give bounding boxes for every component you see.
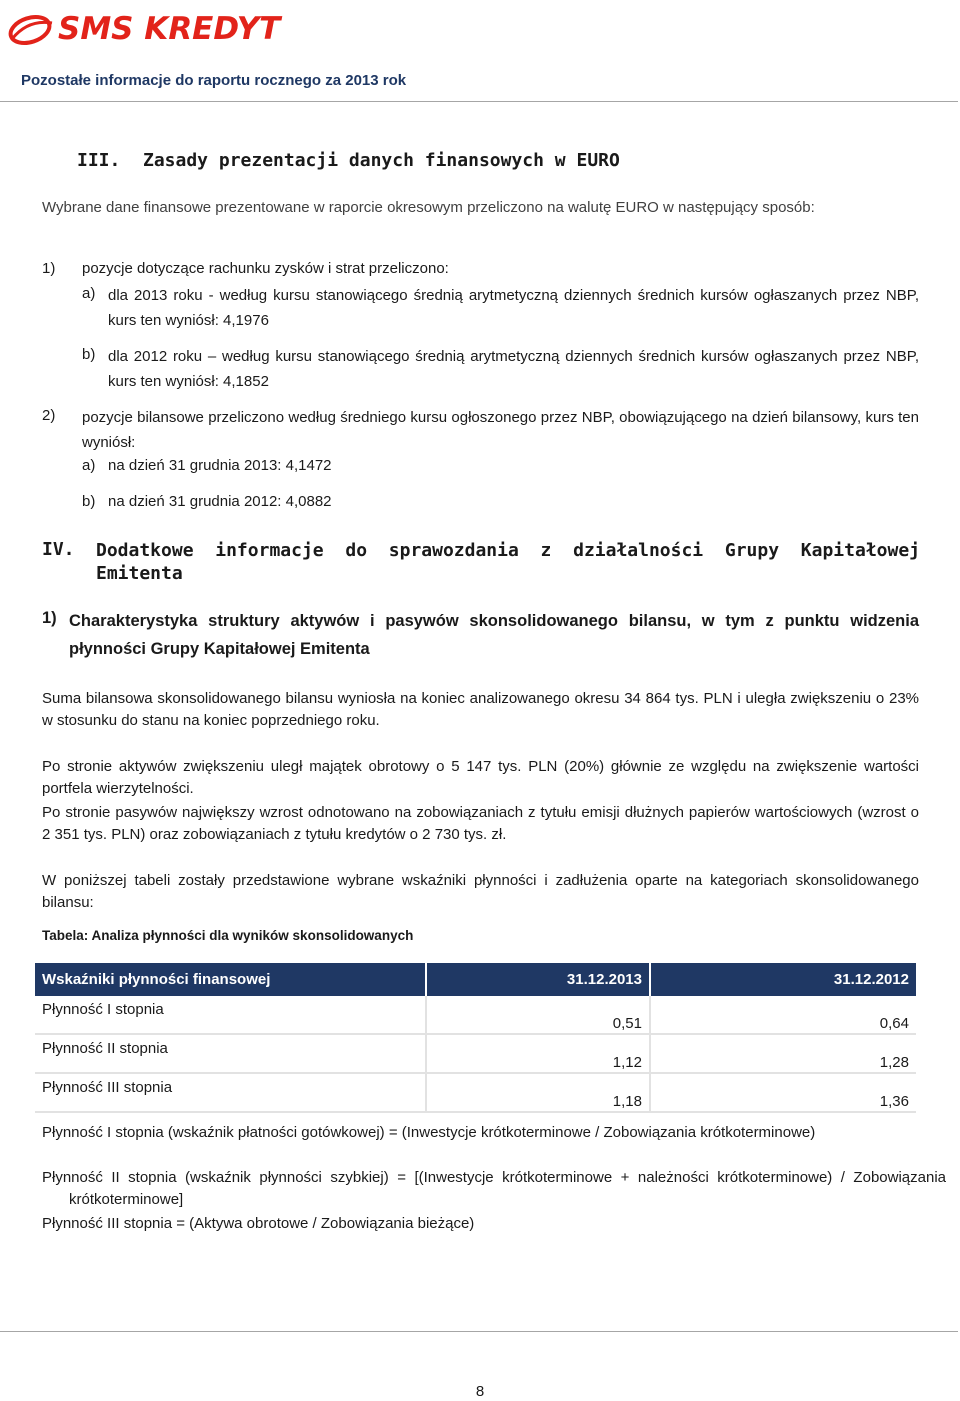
company-logo xyxy=(8,6,280,52)
table-cell-2012: 1,36 xyxy=(650,1073,916,1112)
table-cell-2013: 1,12 xyxy=(426,1034,650,1073)
section-3-title: Zasady prezentacji danych finansowych w EURO xyxy=(143,150,620,171)
table-cell-label: Płynność III stopnia xyxy=(35,1073,426,1112)
paragraph-assets: Po stronie aktywów zwiększeniu uległ majątek obrotowy o 5 147 tys. PLN (20%) głównie ze względu na zwiększenie wartości portfela wierzytelności. xyxy=(42,758,919,797)
table-row xyxy=(35,1073,916,1112)
definition-liquidity-2: Płynność II stopnia (wskaźnik płynności szybkiej) = [(Inwestycje krótkoterminowe + należności krótkoterminowe) / Zobowiązania krótkoterminowe] xyxy=(42,1169,946,1208)
section-4-number: IV. xyxy=(42,539,75,560)
table-header-2013: 31.12.2013 xyxy=(426,963,650,996)
definition-liquidity-1: Płynność I stopnia (wskaźnik płatności gotówkowej) = (Inwestycje krótkoterminowe / Zobowiązania krótkoterminowe) xyxy=(42,1124,816,1141)
item-1a-marker: a) xyxy=(82,285,96,302)
section-4-title: Dodatkowe informacje do sprawozdania z działalności Grupy Kapitałowej Emitenta xyxy=(96,540,920,584)
table-header-2012: 31.12.2012 xyxy=(650,963,916,996)
item-1-marker: 1) xyxy=(42,260,56,277)
subsection-1-title: Charakterystyka struktury aktywów i pasywów skonsolidowanego bilansu, w tym z punktu widzenia płynności Grupy Kapitałowej Emitenta xyxy=(69,612,919,658)
document-header-title: Pozostałe informacje do raportu rocznego za 2013 rok xyxy=(21,72,407,89)
logo-text: SMS KREDYT xyxy=(58,11,281,47)
table-cell-2013: 0,51 xyxy=(426,996,650,1034)
item-2b-marker: b) xyxy=(82,493,96,510)
section-3-number: III. xyxy=(77,150,121,171)
table-cell-2012: 0,64 xyxy=(650,996,916,1034)
item-1a-text: dla 2013 roku - według kursu stanowiącego średnią arytmetyczną dziennych średnich kursów ogłaszanych przez NBP, kurs ten wyniósł: 4,1976 xyxy=(108,287,919,329)
table-header-row xyxy=(35,963,916,996)
section-3-intro: Wybrane dane finansowe prezentowane w raporcie okresowym przeliczono na walutę EURO w następujący sposób: xyxy=(42,199,815,216)
subsection-1-marker: 1) xyxy=(42,609,57,627)
paragraph-balance-sum: Suma bilansowa skonsolidowanego bilansu wyniosła na koniec analizowanego okresu 34 864 tys. PLN i uległa zwiększeniu o 23% w stosunku do stanu na koniec poprzedniego roku. xyxy=(42,690,919,729)
footer-divider xyxy=(0,1331,958,1332)
header-divider xyxy=(0,101,958,102)
table-cell-2012: 1,28 xyxy=(650,1034,916,1073)
item-2a-marker: a) xyxy=(82,457,96,474)
table-cell-2013: 1,18 xyxy=(426,1073,650,1112)
table-row xyxy=(35,1034,916,1073)
item-2a-text: na dzień 31 grudnia 2013: 4,1472 xyxy=(108,457,332,474)
liquidity-table xyxy=(35,963,916,1113)
page-number: 8 xyxy=(475,1383,485,1400)
table-cell-label: Płynność II stopnia xyxy=(35,1034,426,1073)
item-2b-text: na dzień 31 grudnia 2012: 4,0882 xyxy=(108,493,332,510)
item-1b-text: dla 2012 roku – według kursu stanowiącego średnią arytmetyczną dziennych średnich kursów ogłaszanych przez NBP, kurs ten wyniósł: 4,1852 xyxy=(108,348,919,390)
table-header-indicator: Wskaźniki płynności finansowej xyxy=(35,963,426,996)
logo-swoosh-icon xyxy=(8,9,54,49)
item-1-text: pozycje dotyczące rachunku zysków i strat przeliczono: xyxy=(82,260,449,277)
item-2-marker: 2) xyxy=(42,407,56,424)
table-caption: Tabela: Analiza płynności dla wyników skonsolidowanych xyxy=(42,928,414,943)
paragraph-table-intro: W poniższej tabeli zostały przedstawione wybrane wskaźniki płynności i zadłużenia oparte na kategoriach skonsolidowanego bilansu: xyxy=(42,872,919,911)
item-1b-marker: b) xyxy=(82,346,96,363)
item-2-text: pozycje bilansowe przeliczono według średniego kursu ogłoszonego przez NBP, obowiązującego na dzień bilansowy, kurs ten wyniósł: xyxy=(82,409,919,451)
definition-liquidity-3: Płynność III stopnia = (Aktywa obrotowe / Zobowiązania bieżące) xyxy=(42,1215,475,1232)
table-row xyxy=(35,996,916,1034)
paragraph-liabilities: Po stronie pasywów największy wzrost odnotowano na zobowiązaniach z tytułu emisji dłużnych papierów wartościowych (wzrost o 2 351 tys. PLN) oraz zobowiązaniach z tytułu kredytów o 2 730 tys. zł. xyxy=(42,804,919,843)
table-cell-label: Płynność I stopnia xyxy=(35,996,426,1034)
